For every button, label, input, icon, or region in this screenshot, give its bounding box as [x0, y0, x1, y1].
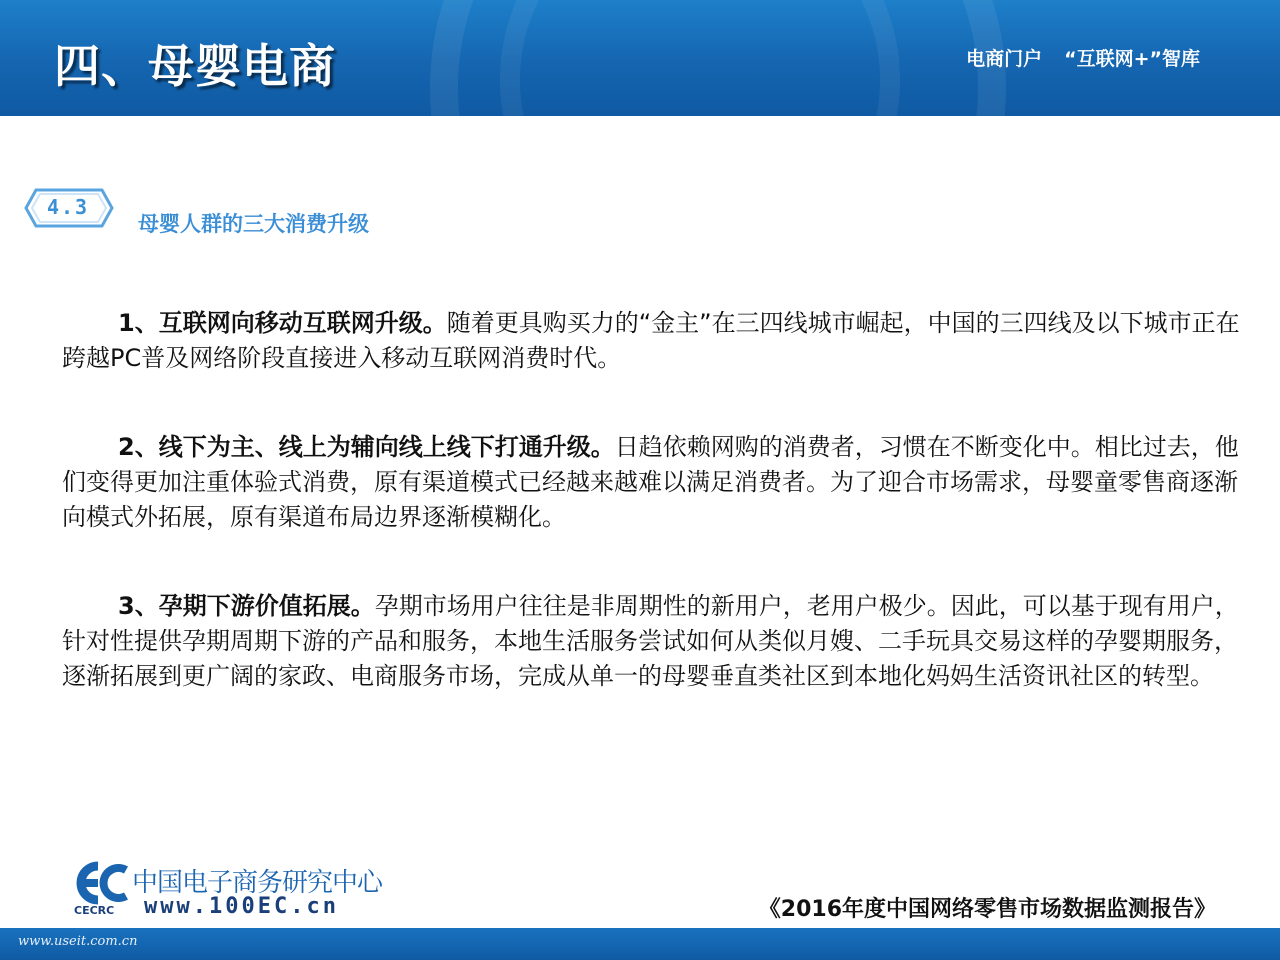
- paragraph-3: [62, 589, 1258, 694]
- section-number: 4.3: [46, 195, 90, 219]
- paragraph-3-heading: 3、孕期下游价值拓展。: [118, 592, 375, 620]
- header-tagline: [966, 44, 1200, 71]
- section-number-badge: [22, 186, 114, 230]
- footer-bar: [0, 928, 1280, 960]
- header-decoration-inner: [500, 0, 900, 116]
- watermark: www.useit.com.cn: [18, 934, 138, 949]
- header-tagline-right: “互联网+”智库: [1064, 48, 1200, 70]
- paragraph-2: [62, 430, 1258, 535]
- ec-logo-icon: [72, 860, 132, 906]
- paragraph-1: [62, 306, 1258, 376]
- cecrc-logo: [72, 860, 392, 920]
- logo-name: 中国电子商务研究中心: [132, 868, 383, 898]
- page-title: 四、母婴电商: [54, 39, 336, 93]
- logo-url: www.100EC.cn: [144, 894, 339, 919]
- paragraph-1-heading: 1、互联网向移动互联网升级。: [118, 309, 447, 337]
- paragraph-2-body: 日趋依赖网购的消费者，习惯在不断变化中。相比过去，他们变得更加注重体验式消费，原有渠道模式已经越来越难以满足消费者。为了迎合市场需求，母婴童零售商逐渐向模式外拓展，原有渠道布局边界逐渐模糊化。: [62, 433, 1239, 531]
- header-tagline-left: 电商门户: [966, 48, 1043, 70]
- paragraph-3-body: 孕期市场用户往往是非周期性的新用户，老用户极少。因此，可以基于现有用户，针对性提供孕期周期下游的产品和服务，本地生活服务尝试如何从类似月嫂、二手玩具交易这样的孕婴期服务，逐渐拓展到更广阔的家政、电商服务市场，完成从单一的母婴垂直类社区到本地化妈妈生活资讯社区的转型。: [62, 592, 1239, 690]
- logo-abbr: CECRC: [74, 904, 115, 917]
- report-title: 《2016年度中国网络零售市场数据监测报告》: [758, 897, 1216, 922]
- section-title: 母婴人群的三大消费升级: [138, 212, 369, 236]
- paragraph-1-body: 随着更具购买力的“金主”在三四线城市崛起，中国的三四线及以下城市正在跨越PC普及网络阶段直接进入移动互联网消费时代。: [62, 309, 1240, 372]
- header-banner: [0, 0, 1280, 116]
- paragraph-2-heading: 2、线下为主、线上为辅向线上线下打通升级。: [118, 433, 615, 461]
